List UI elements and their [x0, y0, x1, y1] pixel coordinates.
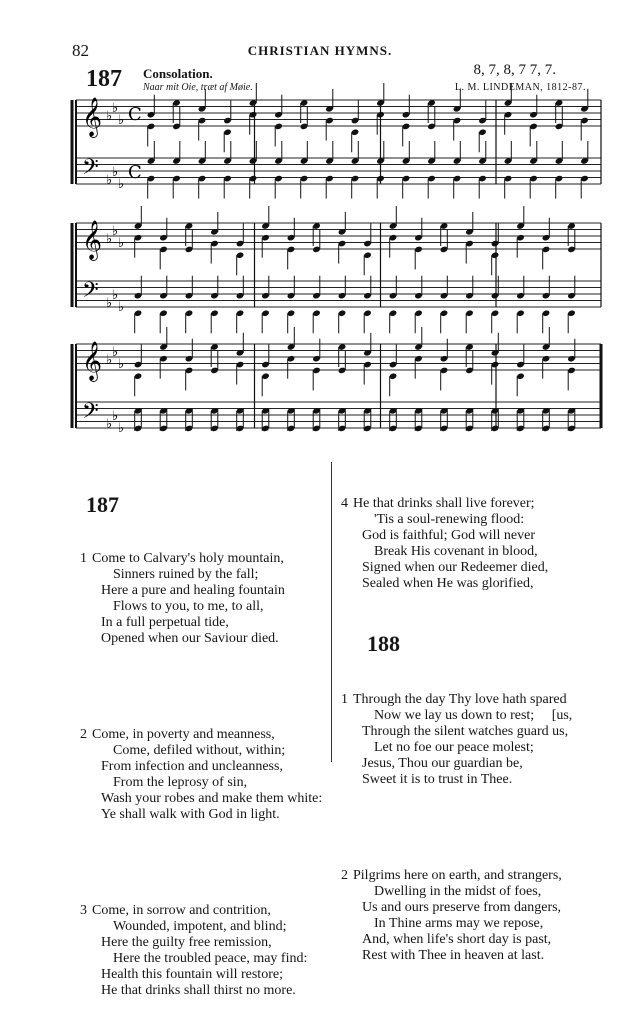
bass-clef-icon: 𝄢 — [82, 155, 99, 185]
flat-icon: ♭ — [112, 409, 119, 424]
treble-clef-icon: 𝄞 — [82, 341, 103, 381]
flat-icon: ♭ — [118, 421, 125, 436]
stanza-line: In Thine arms may we repose, — [374, 916, 544, 931]
running-head: CHRISTIAN HYMNS. — [247, 43, 393, 58]
stanza-line: Now we lay us down to rest; [us, — [374, 708, 573, 723]
stanza-line: In a full perpetual tide, — [101, 615, 229, 630]
stanza-line: God is faithful; God will never — [362, 528, 536, 543]
stanza-text: He that drinks shall live forever; — [353, 496, 535, 511]
stanza-line: Let no foe our peace molest; — [374, 740, 534, 755]
common-time-icon: C — [128, 162, 142, 183]
flat-icon: ♭ — [118, 177, 125, 192]
stanza-line: Sweet it is to trust in Thee. — [362, 772, 513, 787]
stanza-line: From infection and uncleanness, — [101, 759, 283, 774]
meter: 8, 7, 8, 7 7, 7. — [473, 62, 556, 78]
flat-icon: ♭ — [118, 113, 125, 128]
stanza-line — [80, 903, 322, 919]
stanza — [80, 903, 322, 999]
stanza-line: Us and ours preserve from dangers, — [362, 900, 562, 915]
stanza-text: Come, in poverty and meanness, — [92, 727, 275, 742]
stanza-line: Rest with Thee in heaven at last. — [362, 948, 545, 963]
stanza-line: Come, defiled without, within; — [113, 743, 286, 758]
treble-clef-icon: 𝄞 — [82, 220, 103, 260]
stanza-line: Wash your robes and make them white: — [101, 791, 323, 806]
stanza-number: 4 — [341, 496, 348, 511]
stanza-line: Here a pure and healing fountain — [101, 583, 285, 598]
stanza-line — [80, 551, 322, 567]
stanza-line: Break His covenant in blood, — [374, 544, 538, 559]
flat-icon: ♭ — [106, 417, 113, 432]
stanza-line — [80, 727, 322, 743]
stanza-number: 3 — [80, 903, 87, 918]
stanza-line: And, when life's short day is past, — [362, 932, 552, 947]
flat-icon: ♭ — [106, 173, 113, 188]
page-number: 82 — [72, 41, 89, 60]
stanza-number: 2 — [80, 727, 87, 742]
flat-icon: ♭ — [112, 288, 119, 303]
stanza-line: Wounded, impotent, and blind; — [113, 919, 287, 934]
stanza-line: Dwelling in the midst of foes, — [374, 884, 542, 899]
composer-credit: L. M. LINDEMAN, 1812-87. — [454, 82, 586, 93]
stanza-line: Signed when our Redeemer died, — [362, 560, 549, 575]
stanza-text: Come to Calvary's holy mountain, — [92, 551, 284, 566]
flat-icon: ♭ — [112, 345, 119, 360]
stanza-number: 2 — [341, 868, 348, 883]
stanza-text: Pilgrims here on earth, and strangers, — [353, 868, 562, 883]
stanza-line: Jesus, Thou our guardian be, — [362, 756, 523, 771]
hymn-187-column — [80, 459, 322, 1015]
flat-icon: ♭ — [106, 109, 113, 124]
stanza-line: Health this fountain will restore; — [101, 967, 283, 982]
tune-credit: Naar mit Oie, træt af Møie. — [143, 82, 253, 93]
bass-clef-icon: 𝄢 — [82, 278, 99, 308]
stanza-line — [341, 692, 572, 708]
common-time-icon: C — [128, 104, 142, 125]
stanza — [341, 868, 572, 964]
hymn-number: 188 — [367, 631, 400, 656]
stanza-line: Here the troubled peace, may find: — [113, 951, 308, 966]
hymn-number: 187 — [86, 492, 119, 517]
stanza-line: Ye shall walk with God in light. — [101, 807, 280, 822]
treble-clef-icon: 𝄞 — [82, 97, 103, 137]
stanza-text: Come, in sorrow and contrition, — [92, 903, 271, 918]
stanza — [341, 692, 572, 788]
stanza-line: He that drinks shall thirst no more. — [101, 983, 296, 998]
stanza-line: From the leprosy of sin, — [113, 775, 248, 790]
flat-icon: ♭ — [106, 296, 113, 311]
stanza-number: 1 — [341, 692, 348, 707]
flat-icon: ♭ — [112, 224, 119, 239]
stanza-line: 'Tis a soul-renewing flood: — [374, 512, 525, 527]
stanza — [341, 496, 572, 592]
stanza-number: 1 — [80, 551, 87, 566]
stanza-line: Opened when our Saviour died. — [101, 631, 279, 646]
stanza-line: Flows to you, to me, to all, — [113, 599, 264, 614]
column-divider — [331, 462, 332, 762]
flat-icon: ♭ — [118, 300, 125, 315]
stanza-line — [341, 496, 572, 512]
flat-icon: ♭ — [118, 357, 125, 372]
stanza-line — [341, 868, 572, 884]
flat-icon: ♭ — [106, 353, 113, 368]
stanza-line: Sealed when He was glorified, — [362, 576, 534, 591]
tune-hymn-number: 187 — [86, 66, 122, 92]
flat-icon: ♭ — [112, 101, 119, 116]
stanza-line: Here the guilty free remission, — [101, 935, 272, 950]
stanza-line: Through the silent watches guard us, — [362, 724, 569, 739]
flat-icon: ♭ — [112, 165, 119, 180]
hymn-188-column — [341, 464, 572, 980]
stanza-line: Sinners ruined by the fall; — [113, 567, 259, 582]
stanza — [80, 551, 322, 647]
bass-clef-icon: 𝄢 — [82, 399, 99, 429]
flat-icon: ♭ — [106, 232, 113, 247]
tune-name: Consolation. — [143, 66, 213, 81]
stanza-text: Through the day Thy love hath spared — [353, 692, 567, 707]
flat-icon: ♭ — [118, 236, 125, 251]
music-score — [0, 0, 640, 450]
